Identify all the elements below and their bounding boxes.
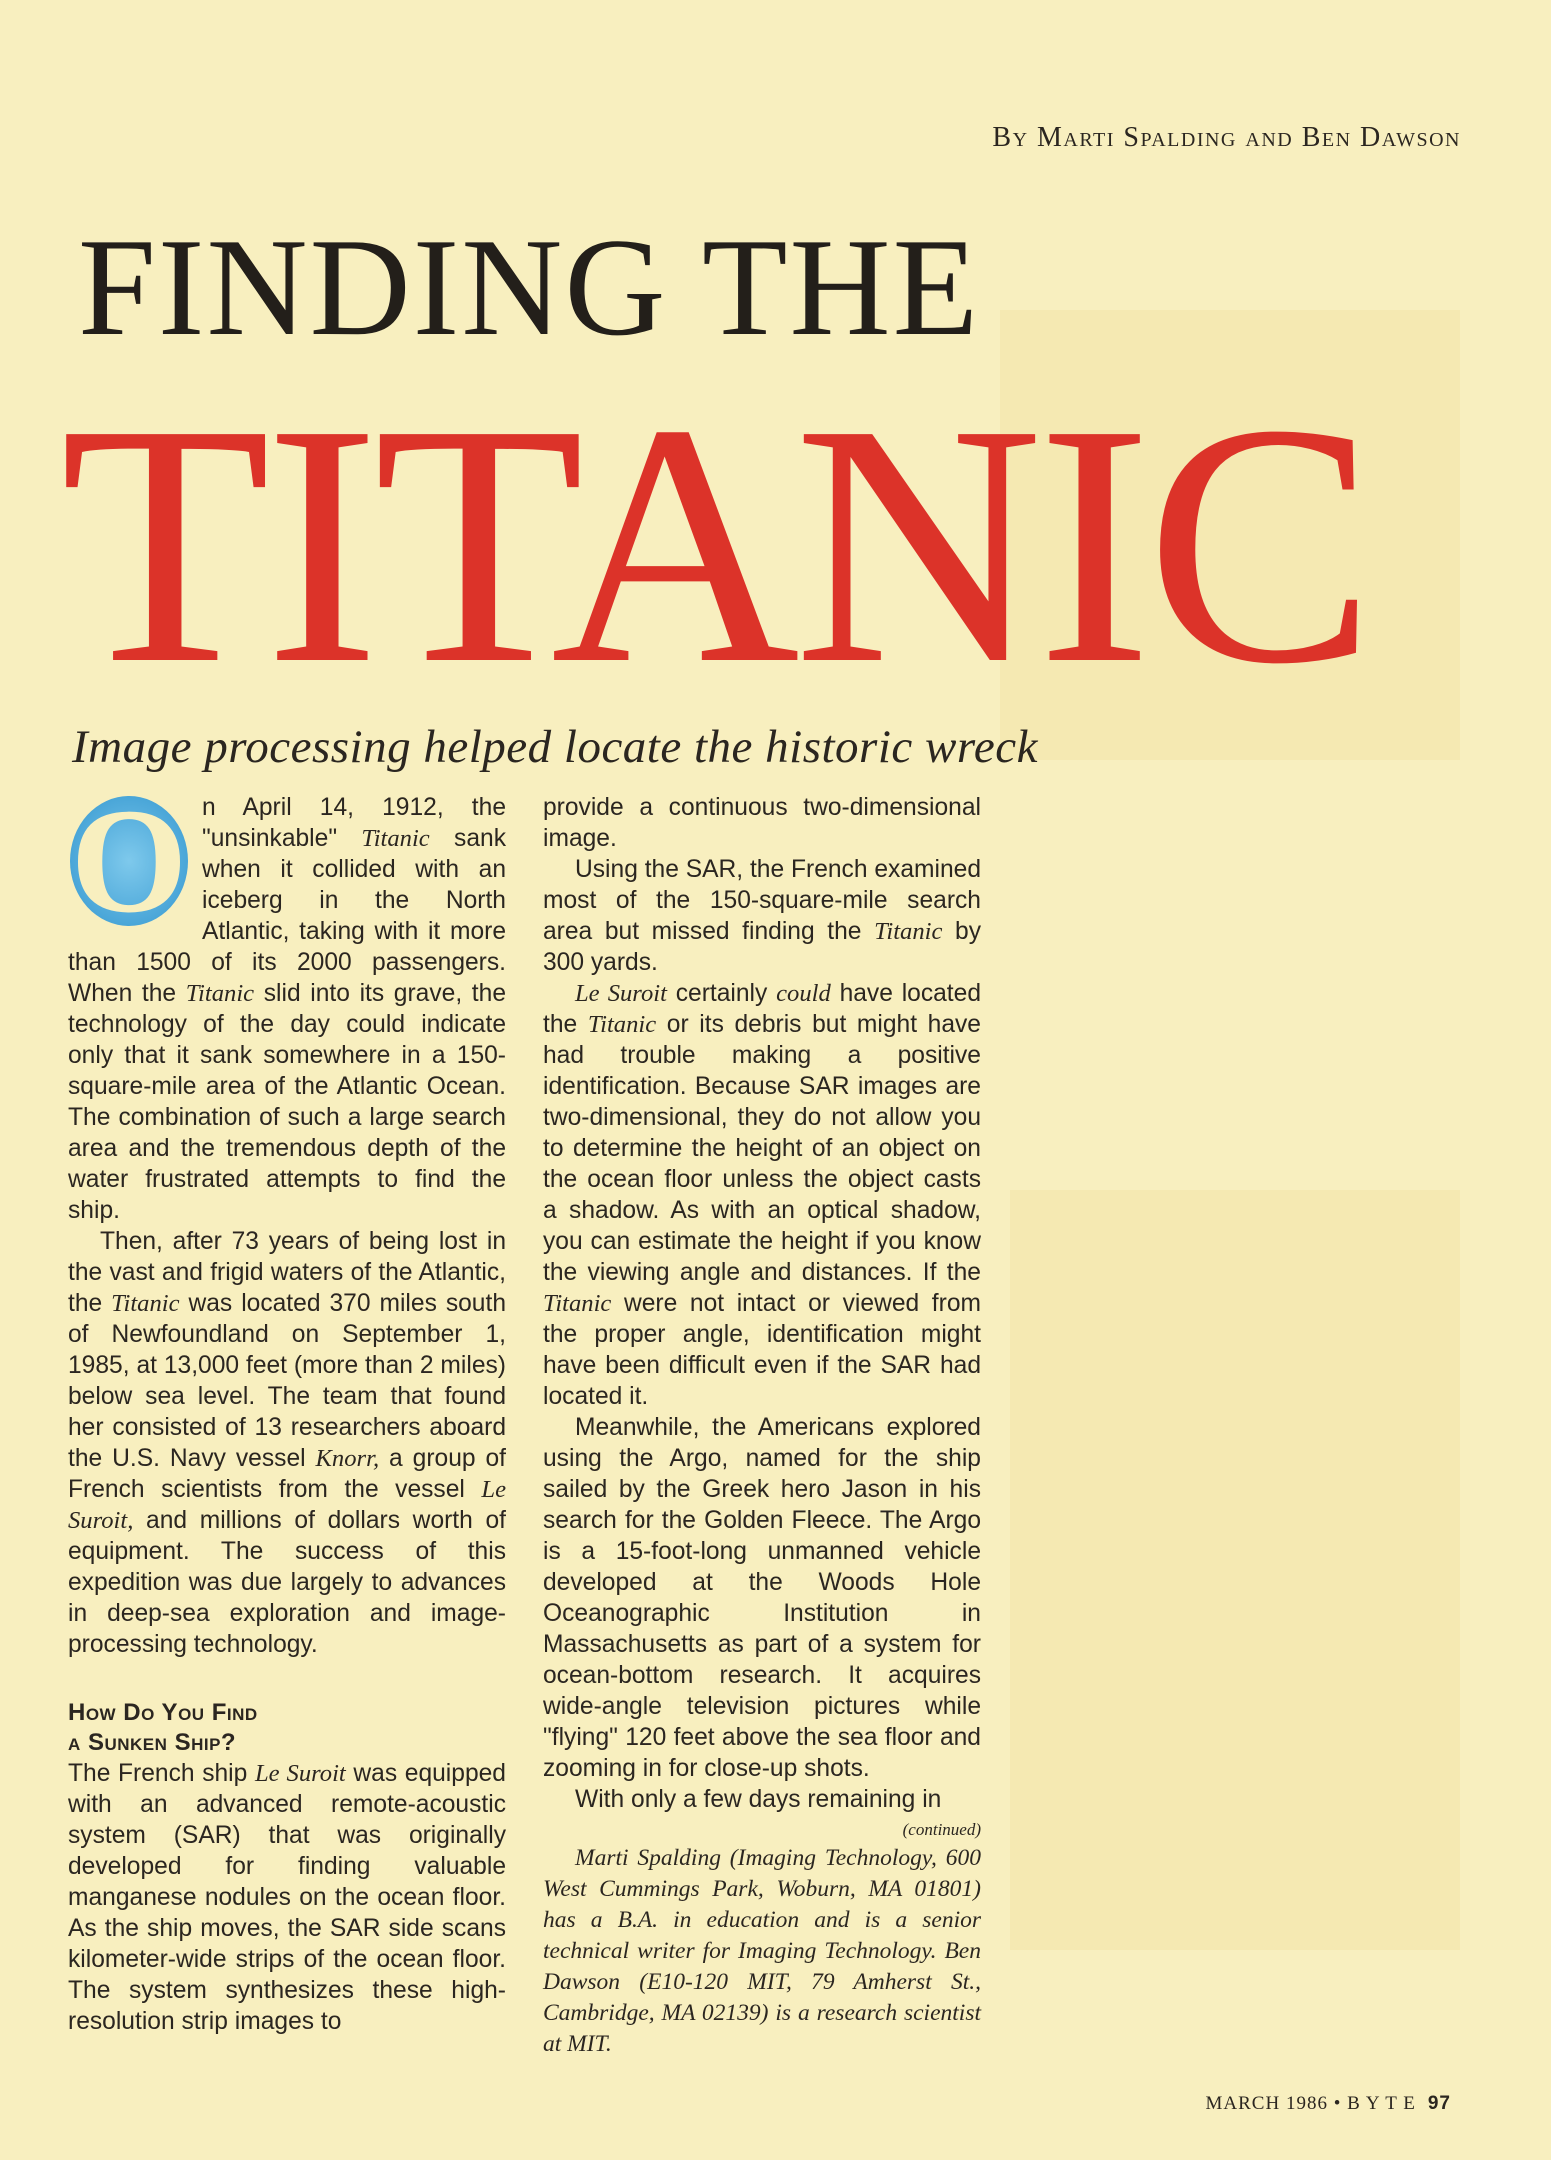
article-column-2 <box>543 792 981 2060</box>
page-footer <box>1206 2093 1451 2115</box>
issue-label: MARCH 1986 • B Y T E <box>1205 2093 1416 2114</box>
background-shade-bottom <box>1010 1190 1460 1950</box>
byline: By Marti Spalding and Ben Dawson <box>992 122 1461 153</box>
author-bio: Marti Spalding (Imaging Technology, 600 West Cummings Park, Woburn, MA 01801) has a B.A. in education and is a senior technical writer for Imaging Technology. Ben Dawson (E10-120 MIT, 79 Amherst St., Cambridge, MA 02139) is a research scientist at MIT. <box>543 1845 981 2057</box>
paragraph-3: The French ship Le Suroit was equipped with an advanced remote-acoustic system (SAR) that was originally developed for finding valuable manganese nodules on the ocean floor. As the ship moves, the SAR side scans kilometer-wide strips of the ocean floor. The system synthesizes these high-resolution strip images to <box>68 1760 506 2035</box>
section-heading: How Do You Find a Sunken Ship? <box>68 1699 258 1756</box>
title-line-1: FINDING THE <box>78 210 981 365</box>
subtitle: Image processing helped locate the historic wreck <box>72 721 1038 773</box>
title-line-2: TITANIC <box>60 353 1371 735</box>
paragraph-2: Then, after 73 years of being lost in the vast and frigid waters of the Atlantic, the Titanic was located 370 miles south of Newfoundland on September 1, 1985, at 13,000 feet (more than 2 miles) below sea level. The team that found her consisted of 13 researchers aboard the U.S. Navy vessel Knorr, a group of French scientists from the vessel Le Suroit, and millions of dollars worth of equipment. The success of this expedition was due largely to advances in deep-sea exploration and image-processing technology. <box>68 1228 507 1658</box>
paragraph-4: provide a continuous two-dimensional image. <box>543 794 981 852</box>
drop-cap: O <box>70 778 188 944</box>
page-number: 97 <box>1427 2093 1451 2114</box>
paragraph-8: With only a few days remaining in <box>575 1786 942 1813</box>
paragraph-6: Le Suroit certainly could have located the Titanic or its debris but might have had trouble making a positive identification. Because SAR images are two-dimensional, they do not allow you to determine the height of an object on the ocean floor unless the object casts a shadow. As with an optical shadow, you can estimate the height if you know the viewing angle and distances. If the Titanic were not intact or viewed from the proper angle, identification might have been difficult even if the SAR had located it. <box>543 980 981 1410</box>
article-column-1 <box>68 778 507 2037</box>
continued-note: (continued) <box>902 1820 981 1839</box>
paragraph-7: Meanwhile, the Americans explored using the Argo, named for the ship sailed by the Greek hero Jason in his search for the Golden Fleece. The Argo is a 15-foot-long unmanned vehicle developed at the Woods Hole Oceanographic Institution in Massachusetts as part of a system for ocean-bottom research. It acquires wide-angle television pictures while "flying" 120 feet above the sea floor and zooming in for close-up shots. <box>543 1414 981 1782</box>
paragraph-5: Using the SAR, the French examined most of the 150-square-mile search area but missed finding the Titanic by 300 yards. <box>543 856 982 976</box>
paragraph-1: O n April 14, 1912, the "unsinkable" Titanic sank when it collided with an iceberg in the North Atlantic, taking with it more than 1500 of its 2000 passengers. When the Titanic slid into its grave, the technology of the day could indicate only that it sank somewhere in a 150-square-mile area of the Atlantic Ocean. The combination of such a large search area and the tremendous depth of the water frustrated attempts to find the ship. <box>68 778 506 1224</box>
